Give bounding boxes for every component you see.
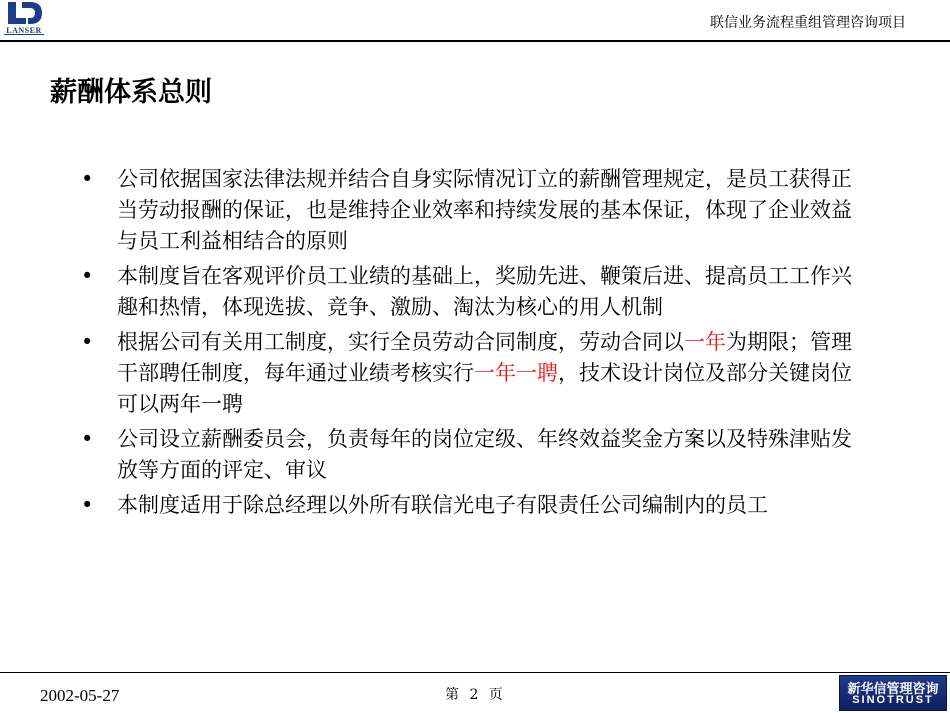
bullet-text: 本制度旨在客观评价员工业绩的基础上，奖励先进、鞭策后进、提高员工工作兴趣和热情，体现选拔、竞争、激励、淘汰为核心的用人机制 [117, 264, 852, 319]
bullet-dot-icon: • [81, 167, 94, 191]
brand-name-cn: 新华信管理咨询 [847, 682, 939, 697]
footer-divider [0, 672, 950, 673]
bullet-item [80, 424, 870, 486]
slide-title: 薪酬体系总则 [50, 77, 212, 108]
logo-text: LANSER [6, 26, 42, 35]
bullet-text: 为期限；管理干部聘任制度，每年通过业绩考核实行 [117, 330, 852, 385]
footer-date: 2002-05-27 [40, 686, 120, 705]
bullet-dot-icon: • [81, 427, 94, 451]
bullet-text: 公司依据国家法律法规并结合自身实际情况订立的薪酬管理规定，是员工获得正当劳动报酬的保证，也是维持企业效率和持续发展的基本保证，体现了企业效益与员工利益相结合的原则 [117, 167, 852, 253]
bullet-list [80, 164, 870, 525]
bullet-item [80, 327, 870, 420]
bullet-dot-icon: • [81, 493, 94, 517]
bullet-dot-icon: • [81, 264, 94, 288]
header-divider [0, 40, 950, 42]
page-number: 第 2 页 [445, 687, 503, 703]
project-title: 联信业务流程重组管理咨询项目 [710, 15, 906, 31]
sinotrust-logo [839, 675, 947, 711]
bullet-text: ，技术设计岗位及部分关键岗位可以两年一聘 [117, 361, 852, 416]
bullet-text: 根据公司有关用工制度，实行全员劳动合同制度，劳动合同以 [117, 330, 684, 354]
bullet-item [80, 261, 870, 323]
bullet-text: 公司设立薪酬委员会，负责每年的岗位定级、年终效益奖金方案以及特殊津贴发放等方面的评定、审议 [117, 427, 852, 482]
brand-name-en: SINOTRUST [852, 694, 934, 706]
bullet-text: 本制度适用于除总经理以外所有联信光电子有限责任公司编制内的员工 [117, 493, 768, 517]
highlight-text: 一年一聘 [474, 361, 558, 385]
bullet-item [80, 490, 870, 521]
bullet-dot-icon: • [81, 330, 94, 354]
bullet-item [80, 164, 870, 257]
highlight-text: 一年 [684, 330, 726, 354]
